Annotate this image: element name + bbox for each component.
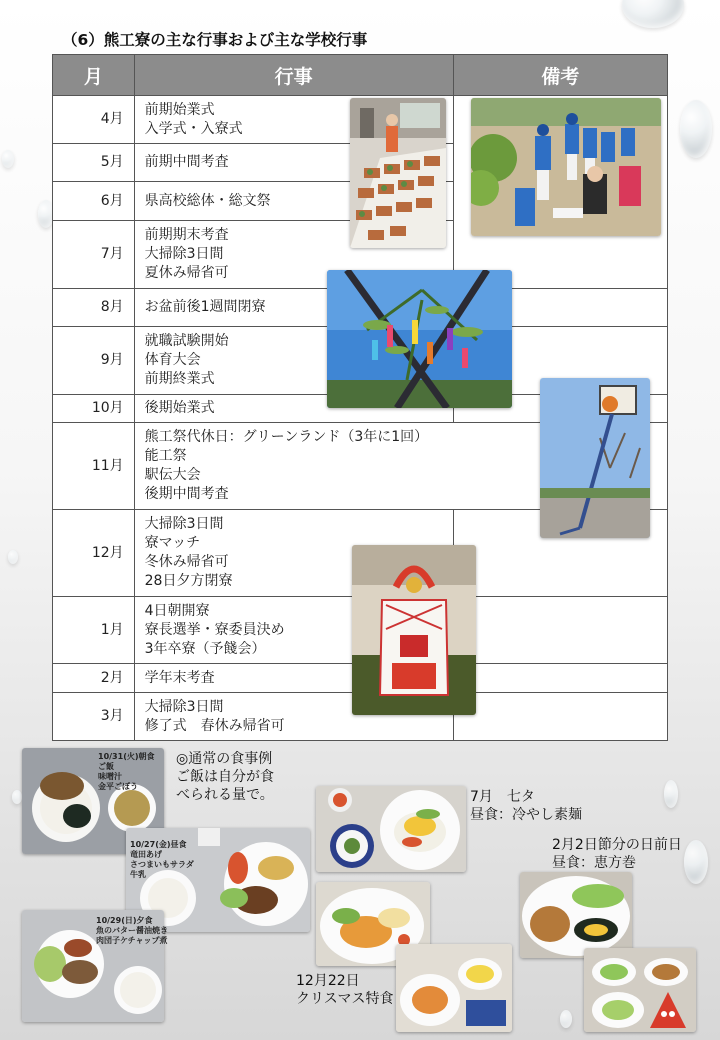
table-header-row [53, 55, 668, 96]
month-cell: 2月 [53, 664, 135, 693]
event-text: 入学式・入寮式 [144, 120, 243, 137]
month-cell: 5月 [53, 144, 135, 182]
setsubun-tray-photo [584, 948, 696, 1032]
event-text: 寮長選挙・寮委員決め [144, 621, 285, 638]
somen-image [316, 786, 466, 872]
month-cell: 12月 [53, 510, 135, 597]
notes-cell [453, 693, 667, 741]
breakfast-item: 味噌汁 [98, 772, 122, 781]
event-text: 大掃除3日間 [144, 698, 224, 715]
month-cell: 1月 [53, 597, 135, 664]
lunch-item: さつまいもサラダ [130, 860, 194, 869]
ehomaki-image [520, 872, 632, 958]
setsubun-line: 2月2日節分の日前日 [552, 837, 682, 853]
event-text: 学年末考査 [144, 669, 215, 686]
lunch-date: 10/27(金)昼食 [130, 840, 187, 849]
water-drop-decoration [2, 150, 14, 168]
tanabata-line: 昼食：冷やし素麺 [470, 807, 582, 823]
header-month: 月 [53, 55, 135, 96]
event-text: 前期期末考査 [144, 227, 229, 243]
dinner-item: 魚のバター醤油焼き [96, 926, 168, 935]
baseball-team-image [471, 98, 661, 236]
event-text: 修了式 春休み帰省可 [144, 717, 285, 734]
month-cell: 11月 [53, 423, 135, 510]
month-cell: 7月 [53, 221, 135, 289]
event-text: 3年卒寮（予餞会） [144, 640, 266, 657]
event-text: 熊工祭代休日：グリーンランド（3年に1回） [144, 429, 429, 445]
christmas-photo-2 [396, 944, 512, 1032]
baseball-team-photo [471, 98, 661, 236]
event-text: 大掃除3日間 [144, 516, 224, 532]
christmas-line: 12月22日 [296, 973, 360, 989]
tanabata-bamboo-photo [327, 270, 512, 408]
header-events: 行事 [134, 55, 453, 96]
dinner-item: 肉団子ケチャップ煮 [96, 936, 168, 945]
dinner-date: 10/29(日)夕食 [96, 916, 153, 925]
page-title: （6）熊工寮の主な行事および主な学校行事 [62, 31, 368, 49]
setsubun-line: 昼食：恵方巻 [552, 855, 636, 871]
water-drop-decoration [664, 780, 678, 808]
christmas-line: クリスマス特食 [296, 991, 394, 1007]
event-text: 夏休み帰省可 [144, 265, 229, 281]
event-text: 28日夕方閉寮 [144, 573, 233, 589]
event-text: 能工祭 [144, 448, 187, 464]
basketball-hoop-image [540, 378, 650, 538]
month-cell: 10月 [53, 395, 135, 423]
event-text: 後期始業式 [144, 400, 215, 416]
tanabata-line: 7月 七タ [470, 789, 535, 805]
event-text: 駅伝大会 [144, 467, 201, 483]
water-drop-decoration [560, 1010, 572, 1028]
water-drop-decoration [622, 0, 684, 28]
lunch-label [130, 840, 194, 880]
meal-intro-line: ご飯は自分が食 [176, 769, 274, 785]
event-text: 後期中間考査 [144, 486, 229, 502]
dinner-label [96, 916, 168, 946]
month-cell: 3月 [53, 693, 135, 741]
month-cell: 8月 [53, 289, 135, 327]
christmas-image-2 [396, 944, 512, 1032]
setsubun-tray-image [584, 948, 696, 1032]
breakfast-item: 金平ごぼう [98, 782, 138, 791]
dining-hall-photo [350, 98, 446, 248]
notes-cell [453, 664, 667, 693]
event-text: 大掃除3日間 [144, 246, 224, 262]
breakfast-label [98, 752, 155, 792]
event-text: 体育大会 [144, 352, 201, 368]
water-drop-decoration [8, 550, 18, 564]
breakfast-date: 10/31(火)朝食 [98, 752, 155, 761]
tanabata-bamboo-image [327, 270, 512, 408]
event-text: 寮マッチ [144, 535, 201, 551]
setsubun-caption [552, 836, 682, 872]
event-text: 前期終業式 [144, 371, 215, 387]
christmas-caption [296, 972, 393, 1008]
new-year-decoration-photo [352, 545, 476, 715]
new-year-decoration-image [352, 545, 476, 715]
lunch-item: 牛乳 [130, 870, 146, 879]
header-notes: 備考 [453, 55, 667, 96]
somen-photo [316, 786, 466, 872]
dining-hall-image [350, 98, 446, 248]
event-text: 就職試験開始 [144, 333, 229, 349]
month-cell: 4月 [53, 96, 135, 144]
lunch-item: 竜田あげ [130, 850, 162, 859]
tanabata-caption [470, 788, 582, 824]
ehomaki-photo [520, 872, 632, 958]
meal-intro-text [176, 750, 274, 804]
event-text: 県高校総体・総文祭 [144, 192, 271, 209]
event-text: お盆前後1週間閉寮 [144, 299, 266, 315]
event-text: 冬休み帰省可 [144, 554, 229, 570]
event-text: 前期始業式 [144, 101, 215, 118]
month-cell: 6月 [53, 182, 135, 221]
water-drop-decoration [684, 840, 708, 884]
meal-intro-line: ◎通常の食事例 [176, 751, 273, 767]
breakfast-item: ご飯 [98, 762, 114, 771]
notes-cell [453, 597, 667, 664]
water-drop-decoration [12, 790, 22, 804]
event-text: 前期中間考査 [144, 154, 229, 170]
water-drop-decoration [680, 100, 712, 158]
meal-intro-line: べられる量で。 [176, 787, 274, 803]
basketball-hoop-photo [540, 378, 650, 538]
month-cell: 9月 [53, 327, 135, 395]
event-text: 4日朝開寮 [144, 602, 210, 619]
